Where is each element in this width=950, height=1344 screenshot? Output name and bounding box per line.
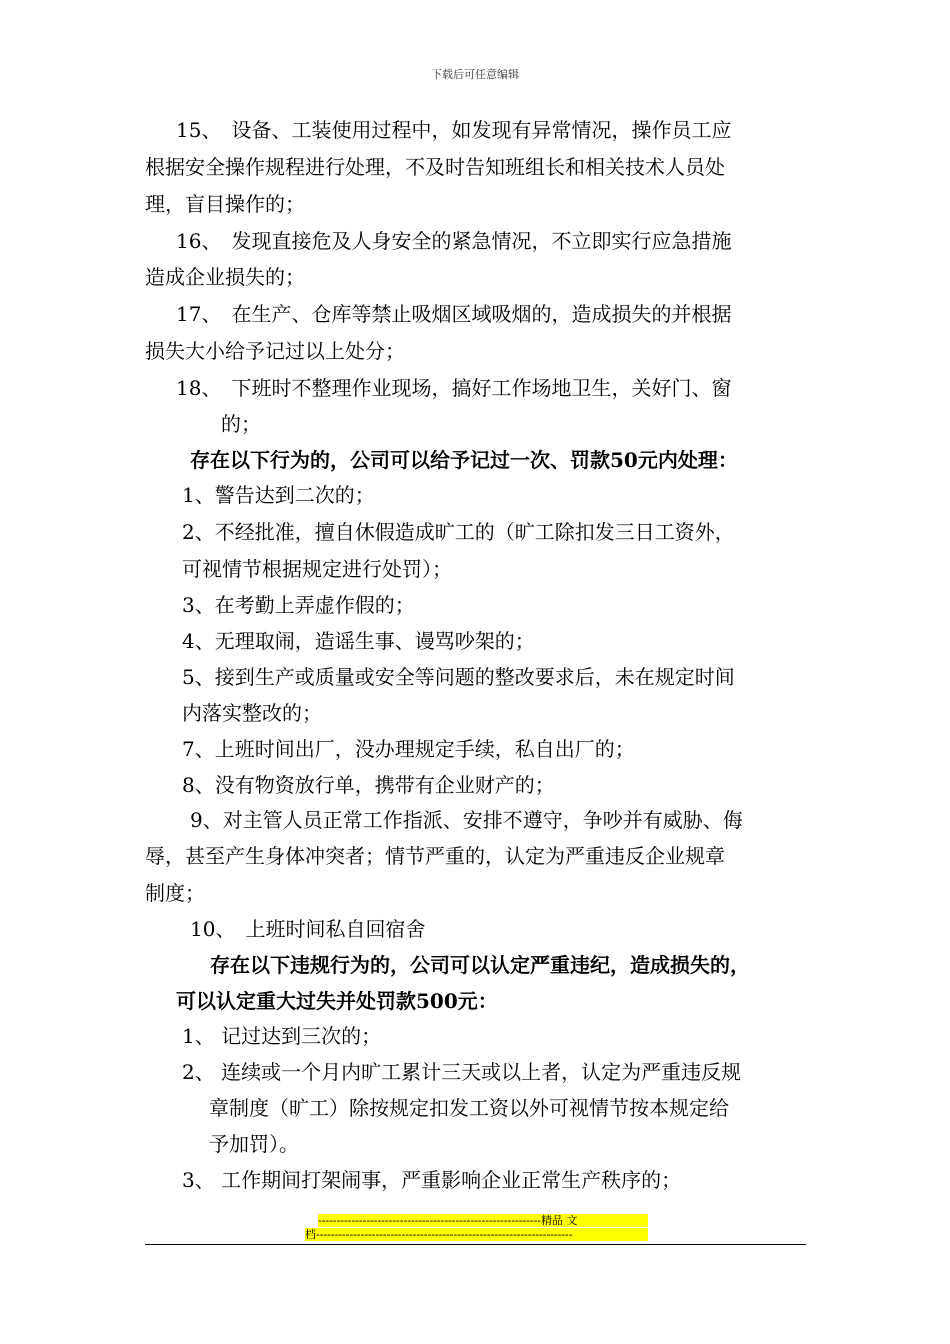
text-line: 损失大小给予记过以上处分； (145, 339, 405, 363)
text-line: 根据安全操作规程进行处理，不及时告知班组长和相关技术人员处 (145, 155, 725, 179)
text-line: 7、上班时间出厂，没办理规定手续，私自出厂的； (182, 737, 635, 761)
section-heading: 存在以下违规行为的，公司可以认定严重违纪，造成损失的， (210, 953, 750, 977)
text-line: 1、 记过达到三次的； (182, 1024, 382, 1048)
text-line: 10、 上班时间私自回宿舍 (190, 917, 426, 941)
text-line: 8、没有物资放行单，携带有企业财产的； (182, 773, 555, 797)
text-line: 9、对主管人员正常工作指派、安排不遵守，争吵并有威胁、侮 (190, 808, 743, 832)
text-line: 辱，甚至产生身体冲突者；情节严重的，认定为严重违反企业规章 (145, 844, 725, 868)
text-line: 17、 在生产、仓库等禁止吸烟区域吸烟的，造成损失的并根据 (176, 302, 732, 326)
section-heading: 存在以下行为的，公司可以给予记过一次、罚款50元内处理： (190, 448, 738, 472)
text-line: 18、 下班时不整理作业现场，搞好工作场地卫生，关好门、窗 (176, 376, 732, 400)
text-line: 可视情节根据规定进行处罚）； (182, 557, 452, 581)
text-line: 3、在考勤上弄虚作假的； (182, 593, 415, 617)
footer-highlight-line: 档--------------------------------------------------------------------- (305, 1228, 648, 1241)
text-line: 4、无理取闹，造谣生事、谩骂吵架的； (182, 629, 535, 653)
text-line: 予加罚）。 (209, 1132, 299, 1156)
footer-rule (145, 1244, 806, 1245)
text-line: 造成企业损失的； (145, 265, 305, 289)
text-line: 5、接到生产或质量或安全等问题的整改要求后，未在规定时间 (182, 665, 735, 689)
text-line: 理，盲目操作的； (145, 192, 305, 216)
text-line: 2、 连续或一个月内旷工累计三天或以上者，认定为严重违反规 (182, 1060, 742, 1084)
text-line: 章制度（旷工）除按规定扣发工资以外可视情节按本规定给 (209, 1096, 729, 1120)
text-line: 内落实整改的； (182, 701, 322, 725)
text-line: 1、警告达到二次的； (182, 483, 375, 507)
text-line: 15、 设备、工装使用过程中，如发现有异常情况，操作员工应 (176, 118, 732, 142)
section-heading: 可以认定重大过失并处罚款500元： (176, 989, 498, 1013)
text-line: 2、不经批准，擅自休假造成旷工的（旷工除扣发三日工资外， (182, 520, 735, 544)
footer-highlight-line: ------------------------------------------------------------精品 文 (318, 1214, 648, 1227)
text-line: 3、 工作期间打架闹事，严重影响企业正常生产秩序的； (182, 1168, 682, 1192)
page-header: 下载后可任意编辑 (431, 68, 519, 81)
text-line: 制度； (145, 881, 205, 905)
text-line: 的； (221, 412, 261, 436)
text-line: 16、 发现直接危及人身安全的紧急情况，不立即实行应急措施 (176, 229, 732, 253)
